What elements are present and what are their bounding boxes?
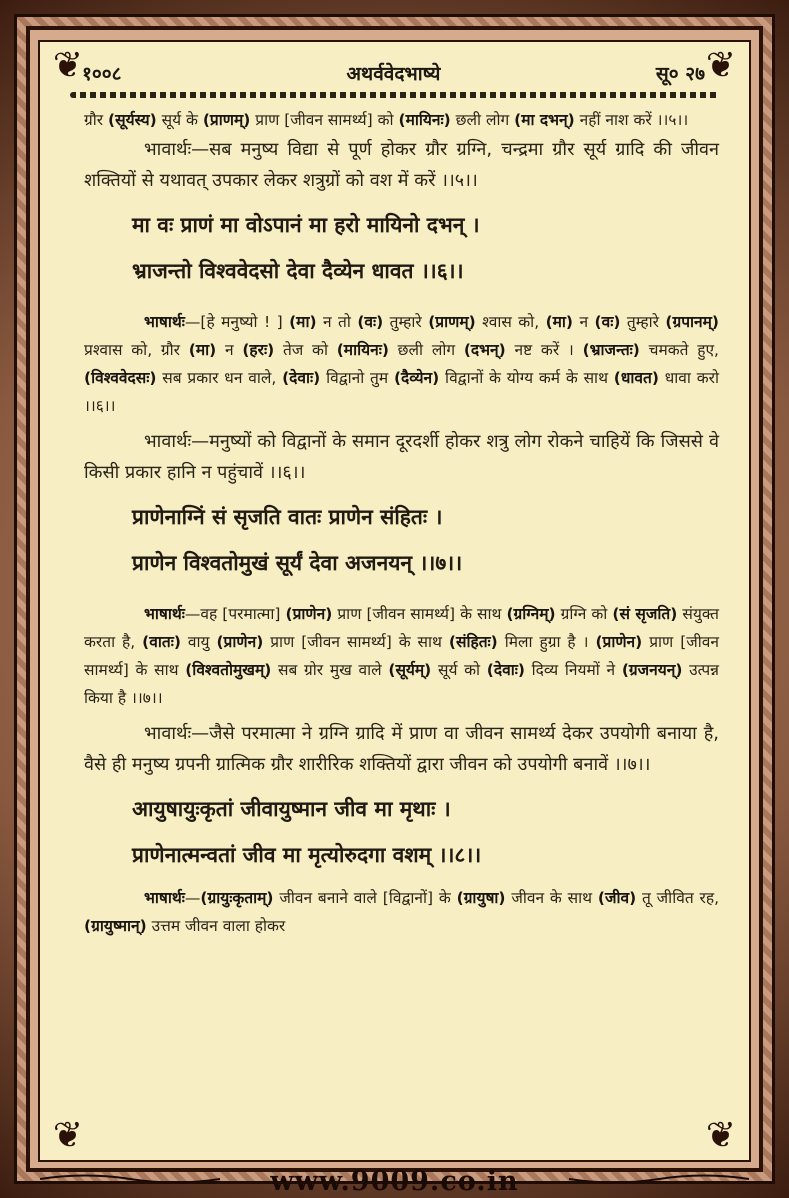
sukta-number: सू० २७ — [655, 63, 705, 85]
mantra-line: आयुषायुःकृतां जीवायुष्मान जीव मा मृथाः । — [132, 796, 451, 821]
bhavarth-7: भावार्थः—जैसे परमात्मा ने ग्रग्नि ग्रादि में प्राण वा जीवन सामर्थ्य देकर उपयोगी बनाया है, वैसे ही मनुष्य ग्रपनी ग्रात्मिक ग्रौर शारीरिक शक्तियों द्वारा जीवन को उपयोगी बनावें ।।७।। — [84, 723, 719, 775]
mantra-line: प्राणेनाग्निं सं सृजति वातः प्राणेन संहितः । — [132, 504, 443, 529]
paragraph-5-end: ग्रौर (सूर्यस्य) सूर्य के (प्राणम्) प्राण [जीवन सामर्थ्य] को (मायिनः) छली लोग (मा दभन्) नहीं नाश करें ।।५।। — [84, 111, 689, 129]
bhasharth-6: भाषार्थः—[हे मनुष्यो ! ] (मा) न तो (वः) तुम्हारे (प्राणम्) श्वास को, (मा) न (वः) तुम्हारे (ग्रपानम्) प्रश्वास को, ग्रौर (मा) न (हरः) तेज को (मायिनः) छली लोग (दभन्) नष्ट करें । (भ्राजन्तः) चमकते हुए, (विश्ववेदसः) सब प्रकार धन वाले, (देवाः) विद्वानो तुम (दैव्येन) विद्वानों के योग्य कर्म के साथ (धावत) धावा करो ।।६।। — [84, 313, 720, 415]
mantra-line: प्राणेन विश्वतोमुखं सूर्यं देवा अजनयन् ।।७।। — [132, 550, 463, 575]
bhavarth-5: भावार्थः—सब मनुष्य विद्या से पूर्ण होकर ग्रौर ग्रग्नि, चन्द्रमा ग्रौर सूर्य ग्रादि की जीवन शक्तियों से यथावत् उपकार लेकर शत्रुग्रों को वश में करें ।।५।। — [84, 139, 719, 191]
mantra-line: भ्राजन्तो विश्ववेदसो देवा दैव्येन धावत ।।६।। — [132, 258, 464, 283]
corner-ornament-icon: ❦ — [705, 1115, 737, 1156]
mantra-6 — [84, 202, 719, 294]
mantra-7 — [84, 494, 719, 586]
corner-ornament-icon: ❦ — [52, 1115, 84, 1156]
page-number: १००८ — [82, 63, 122, 85]
corner-ornament-icon: ❦ — [705, 45, 737, 86]
header-divider — [70, 92, 719, 98]
page-body — [84, 106, 719, 940]
mantra-line: प्राणेनात्मन्वतां जीव मा मृत्योरुदगा वशम् ।।८।। — [132, 842, 482, 867]
book-title: अथर्ववेदभाष्ये — [346, 63, 441, 85]
bhasharth-8: भाषार्थः—(ग्रायुःकृताम्) जीवन बनाने वाले [विद्वानों] के (ग्रायुषा) जीवन के साथ (जीव) तू जीवित रह, (ग्रायुष्मान्) उत्तम जीवन वाला होकर — [84, 889, 719, 935]
website-watermark[interactable]: www.9009.co.in — [270, 1166, 519, 1197]
mantra-8 — [84, 786, 719, 878]
page-header — [72, 60, 715, 90]
bhasharth-7: भाषार्थः—वह [परमात्मा] (प्राणेन) प्राण [जीवन सामर्थ्य] के साथ (ग्रग्निम्) ग्रग्नि को (सं सृजति) संयुक्त करता है, (वातः) वायु (प्राणेन) प्राण [जीवन सामर्थ्य] के साथ (संहितः) मिला हुग्रा है । (प्राणेन) प्राण [जीवन सामर्थ्य] के साथ (विश्वतोमुखम्) सब ग्रोर मुख वाले (सूर्यम्) सूर्य को (देवाः) दिव्य नियमों ने (ग्रजनयन्) उत्पन्न किया है ।।७।। — [84, 605, 719, 707]
bhavarth-6: भावार्थः—मनुष्यों को विद्वानों के समान दूरदर्शी होकर शत्रु लोग रोकने चाहियें कि जिससे वे किसी प्रकार हानि न पहुंचावें ।।६।। — [84, 431, 719, 483]
scanned-page — [38, 40, 751, 1162]
corner-ornament-icon: ❦ — [52, 45, 84, 86]
mantra-line: मा वः प्राणं मा वोऽपानं मा हरो मायिनो दभन् । — [132, 212, 480, 237]
